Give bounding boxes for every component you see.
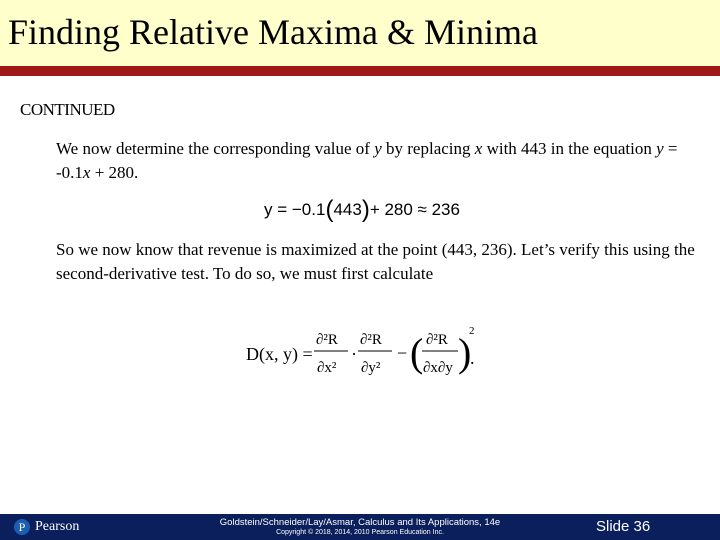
eq1-close-paren: ) <box>361 196 370 223</box>
equation-y-value <box>264 196 460 224</box>
paragraph-2: So we now know that revenue is maximized at the point (443, 236). Let’s verify this using the second-derivative test. To do so, we must first calculate <box>56 240 695 283</box>
slide-title: Finding Relative Maxima & Minima <box>8 12 538 52</box>
section-subhead: CONTINUED <box>20 100 115 119</box>
pearson-logo-text: Pearson <box>35 519 80 534</box>
credit-block <box>190 517 530 538</box>
eq1-lhs: y = −0.1 <box>264 200 326 219</box>
eq2-t3-num: ∂²R <box>426 332 448 348</box>
p1-text-3: with 443 in the equation <box>482 139 657 158</box>
paragraph-1 <box>56 137 696 185</box>
p1-var-y: y <box>374 139 382 158</box>
title-rule <box>0 66 720 76</box>
eq1-rhs: + 280 ≈ 236 <box>369 200 460 219</box>
equation-discriminant <box>246 322 476 386</box>
eq2-end: . <box>470 348 475 368</box>
eq1-open-paren: ( <box>325 196 334 223</box>
footer-bar <box>0 514 720 540</box>
eq2-t1-den: ∂x² <box>317 360 337 376</box>
eq2-lhs: D(x, y) = <box>246 344 313 364</box>
eq2-t2-num: ∂²R <box>360 332 382 348</box>
p1-text-2: by replacing <box>381 139 475 158</box>
p1-text-4: = -0.1 <box>56 139 678 182</box>
p1-text-5: + 280. <box>90 163 139 182</box>
p1-var-y2: y <box>656 139 664 158</box>
slide-number: Slide 36 <box>596 518 651 535</box>
eq2-dot: · <box>351 344 357 364</box>
eq1-arg: 443 <box>333 200 362 219</box>
p1-var-x: x <box>474 139 483 158</box>
eq2-exponent: 2 <box>469 325 475 337</box>
eq2-t3-den: ∂x∂y <box>423 360 453 376</box>
pearson-p-icon: P <box>14 519 30 535</box>
eq2-t2-den: ∂y² <box>361 360 381 376</box>
eq2-close-paren: ) <box>458 330 472 375</box>
eq2-t1-num: ∂²R <box>316 332 338 348</box>
copyright-line: Copyright © 2018, 2014, 2010 Pearson Education Inc. <box>276 529 444 536</box>
eq2-open-paren: ( <box>410 330 424 375</box>
eq2-minus: − <box>397 343 408 363</box>
credit-line: Goldstein/Schneider/Lay/Asmar, Calculus and Its Applications, 14e <box>219 517 501 528</box>
pearson-logo <box>14 518 79 536</box>
p1-text-1: We now determine the corresponding value of <box>56 139 375 158</box>
p1-var-x2: x <box>82 163 91 182</box>
